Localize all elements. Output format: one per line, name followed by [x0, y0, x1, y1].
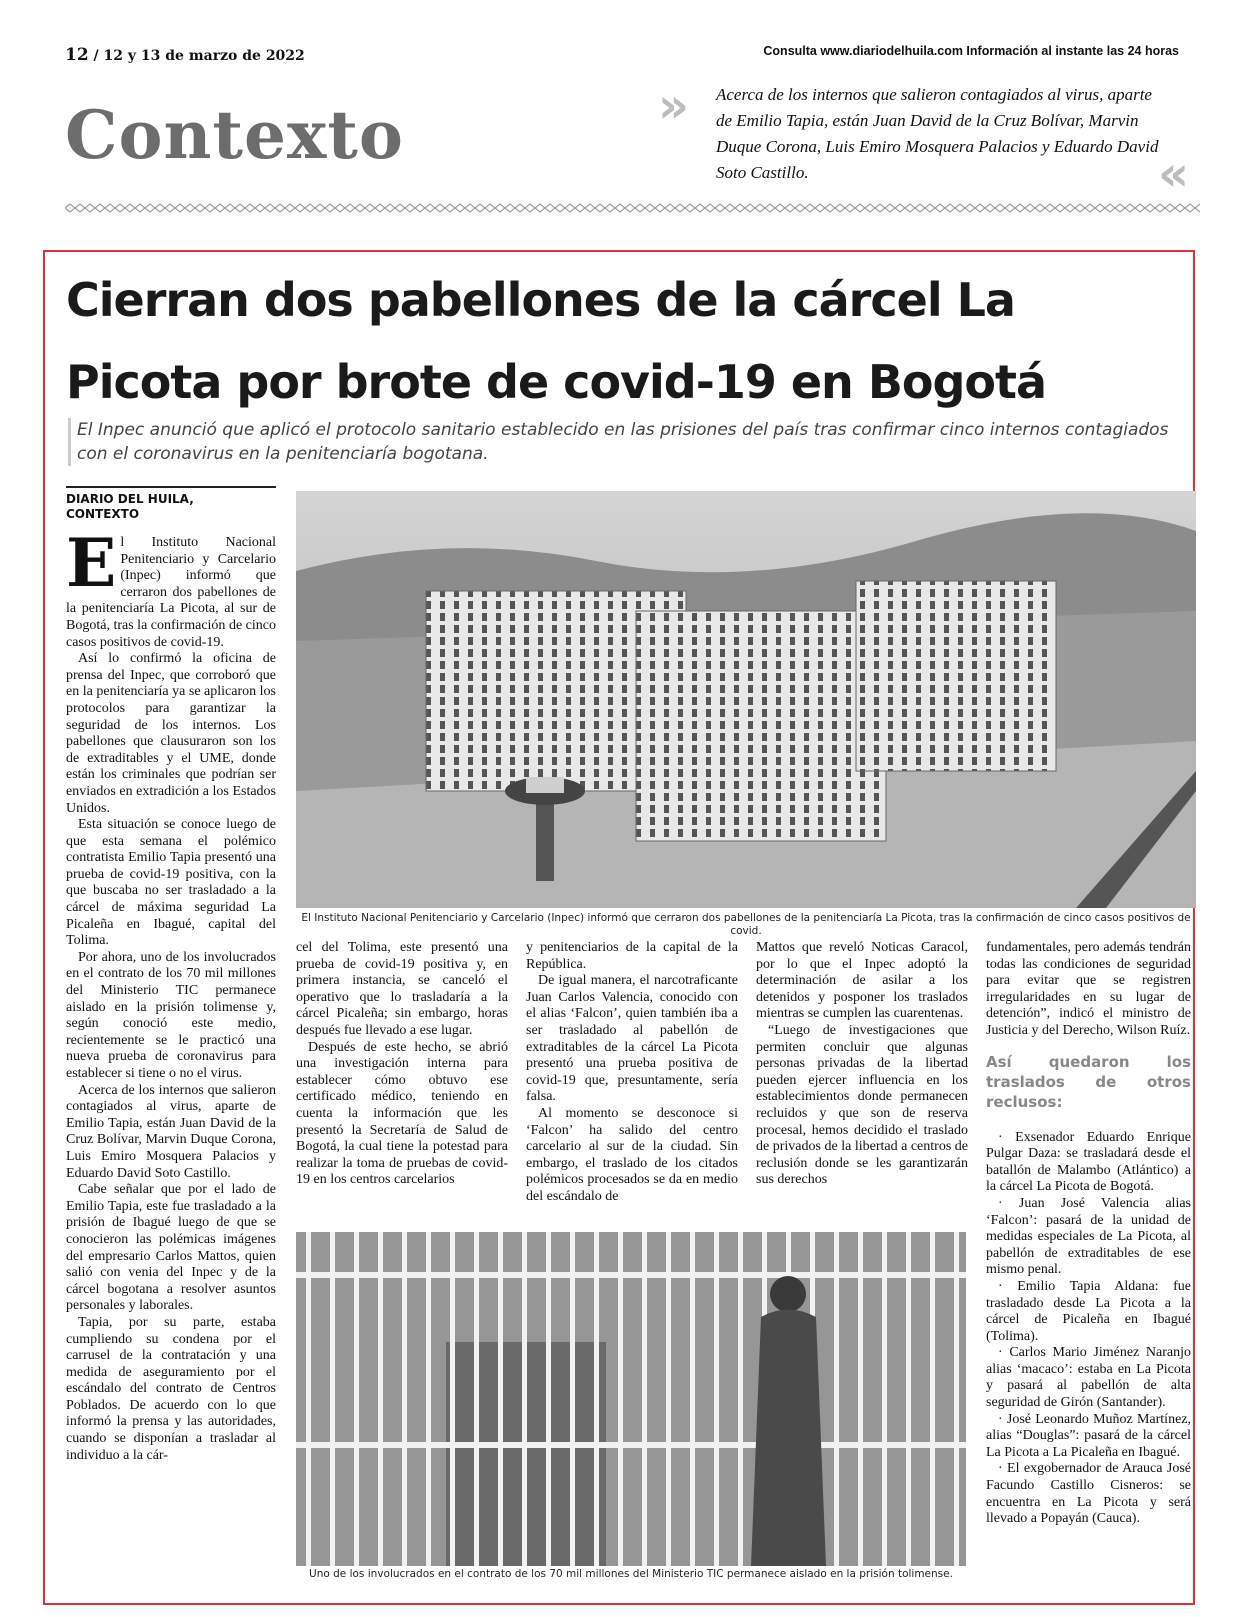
section-title: Contexto	[65, 96, 404, 174]
open-quote-chevron-icon: »	[658, 78, 690, 134]
lead-text: l Instituto Nacional Penitenciario y Carcelario (Inpec) informó que cerraron dos pabellones de la penitenciaría La Picota, al sur de Bogotá, tras la confirmación de cinco casos positivos de covid-19.	[66, 535, 276, 650]
prison-guard-photo	[296, 1232, 966, 1566]
drop-cap: E	[66, 524, 117, 602]
page-folio	[65, 45, 305, 65]
photo-caption-2: Uno de los involucrados en el contrato de los 70 mil millones del Ministerio TIC permanece aislado en la prisión tolimense.	[309, 1568, 953, 1580]
masthead-tagline: Consulta www.diariodelhuila.com Información al instante las 24 horas	[763, 44, 1179, 58]
paragraph: Al momento se desconoce si ‘Falcon’ ha salido del centro carcelario al sur de la ciudad. Sin embargo, el traslado de los citados polémicos procesados se da en medio del escándalo de	[526, 1105, 738, 1204]
paragraph: y penitenciarios de la capital de la República.	[526, 940, 738, 972]
paragraph: Mattos que reveló Noticas Caracol, por lo que el Inpec adoptó la determinación de asilar a los detenidos y posponer los traslados mientras se cumplen las cuarentenas.	[756, 940, 968, 1022]
paragraph: Tapia, por su parte, estaba cumpliendo su condena por el carrusel de la contratación y una medida de aseguramiento por el escándalo del contrato de Centros Poblados. De acuerdo con lo que informó la prensa y las autoridades, cuando se disponían a trasladar al individuo a la cár-	[66, 1314, 276, 1463]
page-number: 12	[65, 45, 89, 65]
article-column-4	[756, 940, 968, 1189]
article-column-2	[296, 940, 508, 1189]
transfer-item: · El exgobernador de Arauca José Facundo Castillo Cisneros: se encuentra en La Picota y será llevado a Popayán (Cauca).	[986, 1461, 1191, 1527]
pull-quote: Acerca de los internos que salieron contagiados al virus, aparte de Emilio Tapia, están Juan David de la Cruz Bolívar, Marvin Duque Corona, Luis Emiro Mosquera Palacios y Eduardo David Soto Castillo.	[716, 85, 1159, 182]
paragraph: De igual manera, el narcotraficante Juan Carlos Valencia, conocido con el alias ‘Falcon’, quien también iba a ser trasladado al pabellón de extraditables de la cárcel La Picota presentó una prueba positiva de covid-19 que, presuntamente, sería falsa.	[526, 973, 738, 1105]
article-column-1	[66, 524, 276, 1464]
byline-source: DIARIO DEL HUILA,	[66, 492, 194, 506]
paragraph: cel del Tolima, este presentó una prueba de covid-19 positiva y, en primera instancia, se canceló el operativo que lo trasladaría a la cárcel Picaleña; sin embargo, horas después fue llevado a ese lugar.	[296, 940, 508, 1038]
issue-date: / 12 y 13 de marzo de 2022	[93, 48, 305, 64]
byline-section: CONTEXTO	[66, 507, 140, 521]
prison-guard-illustration	[296, 1232, 966, 1566]
byline	[66, 486, 276, 522]
headline	[66, 259, 1186, 423]
transfer-item: · José Leonardo Muñoz Martínez, alias “Douglas”: pasará de la cárcel La Picota a La Picaleña en Ibagué.	[986, 1411, 1191, 1460]
close-quote-chevron-icon: «	[1158, 146, 1190, 202]
headline-line-1: Cierran dos pabellones de la cárcel La	[66, 273, 1015, 327]
prison-aerial-illustration	[296, 491, 1196, 908]
transfer-item: · Exsenador Eduardo Enrique Pulgar Daza: se trasladará desde el batallón de Malambo (Atlántico) a la cárcel La Picota de Bogotá.	[986, 1129, 1191, 1195]
transfer-item: · Juan José Valencia alias ‘Falcon’: pasará de la unidad de medidas especiales de La Picota, al pabellón de extraditables de ese mismo penal.	[986, 1195, 1191, 1278]
paragraph: Cabe señalar que por el lado de Emilio Tapia, este fue trasladado a la prisión de Ibagué luego de que se conocieron las polémicas imágenes del empresario Carlos Mattos, quien salió con venia del Inpec y de la cárcel bogotana a resolver asuntos personales y laborales.	[66, 1182, 276, 1314]
paragraph: Por ahora, uno de los involucrados en el contrato de los 70 mil millones del Ministerio TIC permanece aislado en la prisión tolimense y, según conoció este medio, recientemente se le practicó una nueva prueba de coronavirus para establecer si tiene o no el virus.	[66, 949, 276, 1081]
article-column-5	[986, 940, 1191, 1528]
headline-line-2: Picota por brote de covid-19 en Bogotá	[66, 355, 1047, 409]
photo-caption-1: El Instituto Nacional Penitenciario y Carcelario (Inpec) informó que cerraron dos pabellones de la penitenciaría La Picota, tras la confirmación de cinco casos positivos de covid.	[301, 912, 1191, 937]
paragraph: Esta situación se conoce luego de que esta semana el polémico contratista Emilio Tapia presentó una prueba de covid-19 positiva, con la que buscaba no ser trasladado a la cárcel de máxima seguridad La Picaleña en Ibagué, capital del Tolima.	[66, 817, 276, 949]
transfers-subhead: Así quedaron los traslados de otros reclusos:	[986, 1052, 1191, 1111]
lead-paragraph	[66, 524, 276, 651]
decorative-divider	[65, 203, 1200, 213]
prison-aerial-photo	[296, 491, 1196, 908]
paragraph: “Luego de investigaciones que permiten concluir que algunas personas privadas de la libertad pueden ejercer influencia en los establecimientos donde permanecen recluidos y que son de reserva procesal, hemos decidido el traslado de privados de la libertad a centros de reclusión donde se les garantizarán sus derechos	[756, 1022, 968, 1188]
paragraph: Así lo confirmó la oficina de prensa del Inpec, que corroboró que en la penitenciaría ya se aplicaron los protocolos para garantizar la seguridad de los internos. Los pabellones que clausuraron son los de extraditables y el UME, donde están los criminales que podrían ser enviados en extradición a los Estados Unidos.	[66, 651, 276, 816]
paragraph: Después de este hecho, se abrió una investigación interna para establecer cómo obtuvo ese certificado médico, teniendo en cuenta la información que les presentó la Secretaría de Salud de Bogotá, la cual tiene la potestad para realizar la toma de pruebas de covid-19 en los centros carcelarios	[296, 1039, 508, 1188]
transfer-item: · Carlos Mario Jiménez Naranjo alias ‘macaco’: estaba en La Picota y pasará al pabellón de alta seguridad de Girón (Santander).	[986, 1345, 1191, 1411]
transfer-item: · Emilio Tapia Aldana: fue trasladado desde La Picota a la cárcel de Picaleña en Ibagué (Tolima).	[986, 1278, 1191, 1344]
deck: El Inpec anunció que aplicó el protocolo sanitario establecido en las prisiones del país tras confirmar cinco internos contagiados con el coronavirus en la penitenciaría bogotana.	[68, 418, 1197, 466]
article-column-3	[526, 940, 738, 1206]
paragraph: fundamentales, pero además tendrán todas las condiciones de seguridad para evitar que se registren irregularidades en su lugar de detención”, indicó el ministro de Justicia y del Derecho, Wilson Ruíz.	[986, 940, 1191, 1038]
paragraph: Acerca de los internos que salieron contagiados al virus, aparte de Emilio Tapia, están Juan David de la Cruz Bolívar, Marvin Duque Corona, Luis Emiro Mosquera Palacios y Eduardo David Soto Castillo.	[66, 1082, 276, 1181]
